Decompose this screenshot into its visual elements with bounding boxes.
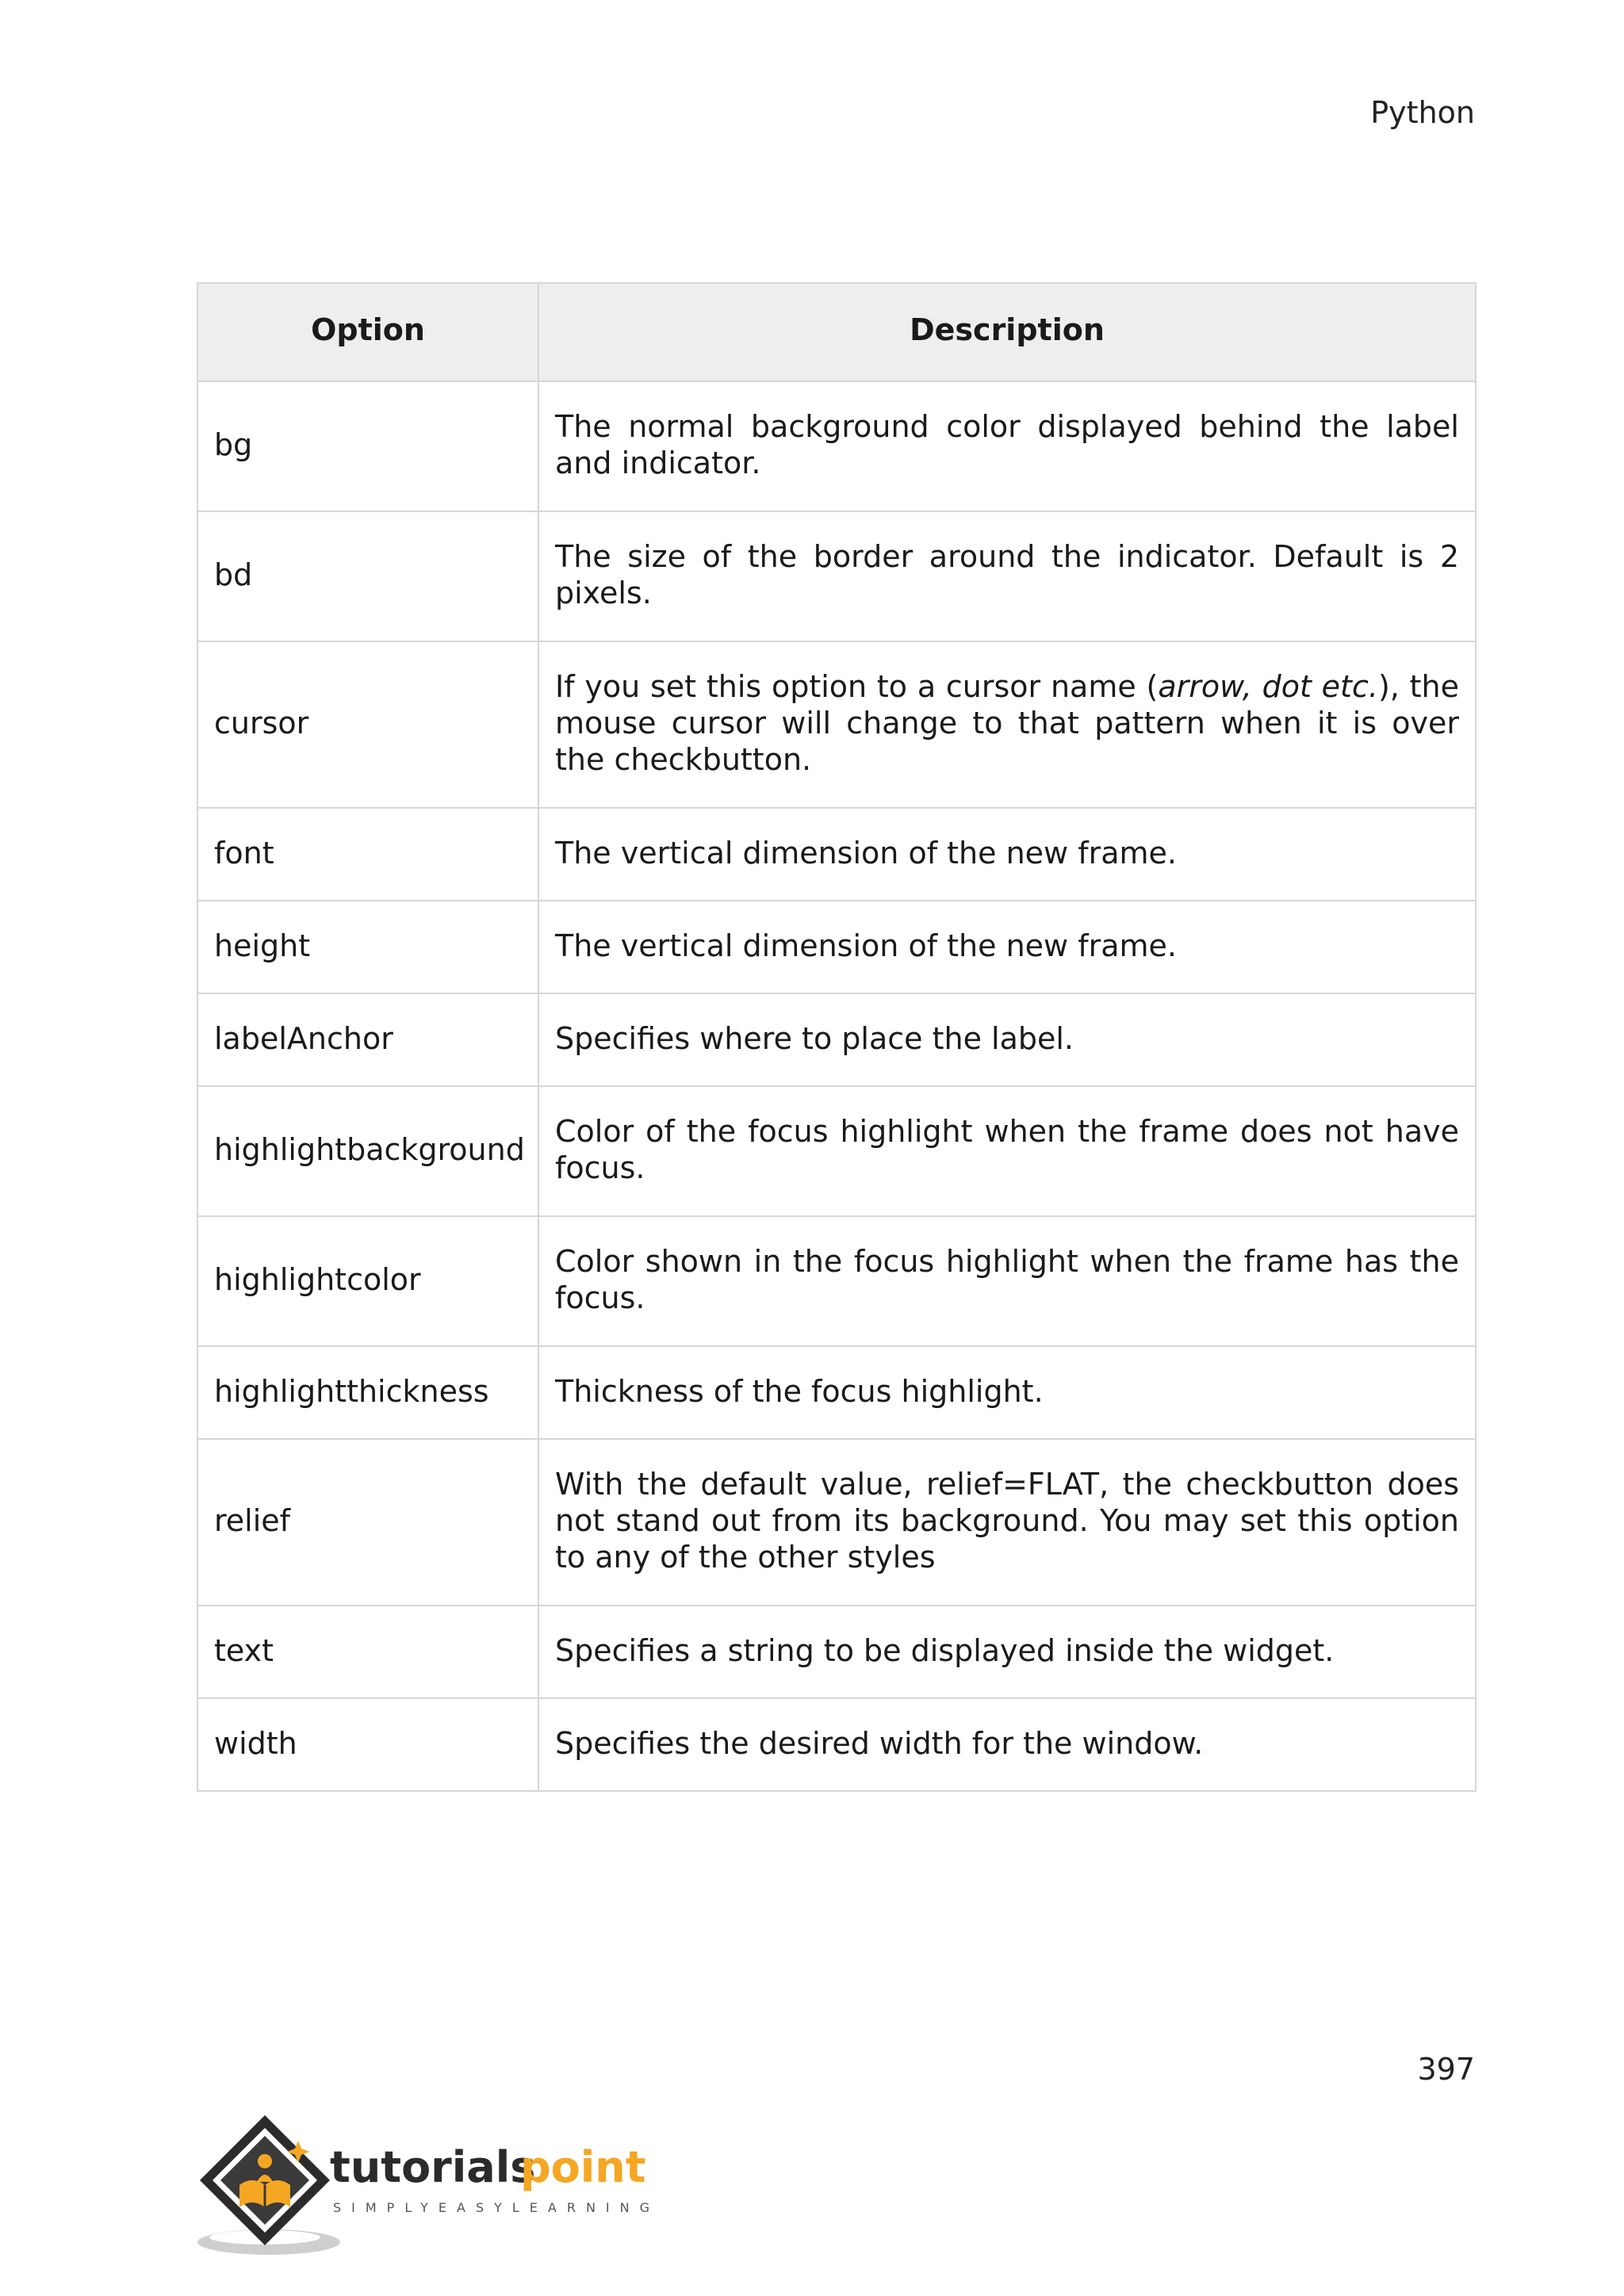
table-row [197,1346,1476,1439]
table-row [197,1605,1476,1698]
table-row [197,901,1476,993]
option-description: With the default value, relief=FLAT, the checkbutton does not stand out from its background. You may set this option to any of the other styles [538,1439,1476,1605]
logo-person-head [258,2154,272,2168]
table-row [197,641,1476,808]
option-description: Color of the focus highlight when the frame does not have focus. [538,1086,1476,1216]
table-row [197,1216,1476,1346]
option-description: The normal background color displayed behind the label and indicator. [538,381,1476,511]
table-row [197,993,1476,1086]
option-description: Specifies the desired width for the window. [538,1698,1476,1791]
table-row [197,1086,1476,1216]
option-name: font [197,808,538,901]
table-row [197,381,1476,511]
option-name: highlightcolor [197,1216,538,1346]
option-name: height [197,901,538,993]
option-name: labelAnchor [197,993,538,1086]
table-row [197,511,1476,641]
table-row [197,1439,1476,1605]
table-header-row [197,283,1476,381]
column-header-option: Option [197,283,538,381]
option-name: bd [197,511,538,641]
option-description: Thickness of the focus highlight. [538,1346,1476,1439]
option-name: width [197,1698,538,1791]
description-text-before: If you set this option to a cursor name ( [555,669,1159,704]
logo-brand-part2: point [520,2142,646,2192]
option-description: The vertical dimension of the new frame. [538,901,1476,993]
option-description: Color shown in the focus highlight when the frame has the focus. [538,1216,1476,1346]
option-name: bg [197,381,538,511]
option-name: highlightthickness [197,1346,538,1439]
page-number: 397 [1417,2052,1475,2087]
option-name: text [197,1605,538,1698]
option-description: The vertical dimension of the new frame. [538,808,1476,901]
table-row [197,808,1476,901]
option-name: highlightbackground [197,1086,538,1216]
description-text-italic: arrow, dot etc. [1158,669,1378,704]
column-header-description: Description [538,283,1476,381]
option-description [538,641,1476,808]
logo-tagline: SIMPLYEASYLEARNING [333,2200,661,2215]
option-description: Specifies where to place the label. [538,993,1476,1086]
description-text-after: ), the mouse cursor will change to that pattern when it is over the checkbutton. [555,669,1459,777]
logo-brand-part1: tutorials [330,2142,536,2192]
page-header-title: Python [1370,95,1475,130]
options-table [197,282,1477,1792]
option-description: Specifies a string to be displayed inside the widget. [538,1605,1476,1698]
option-name: cursor [197,641,538,808]
tutorialspoint-logo [193,2109,685,2267]
option-name: relief [197,1439,538,1605]
table-row [197,1698,1476,1791]
option-description: The size of the border around the indicator. Default is 2 pixels. [538,511,1476,641]
